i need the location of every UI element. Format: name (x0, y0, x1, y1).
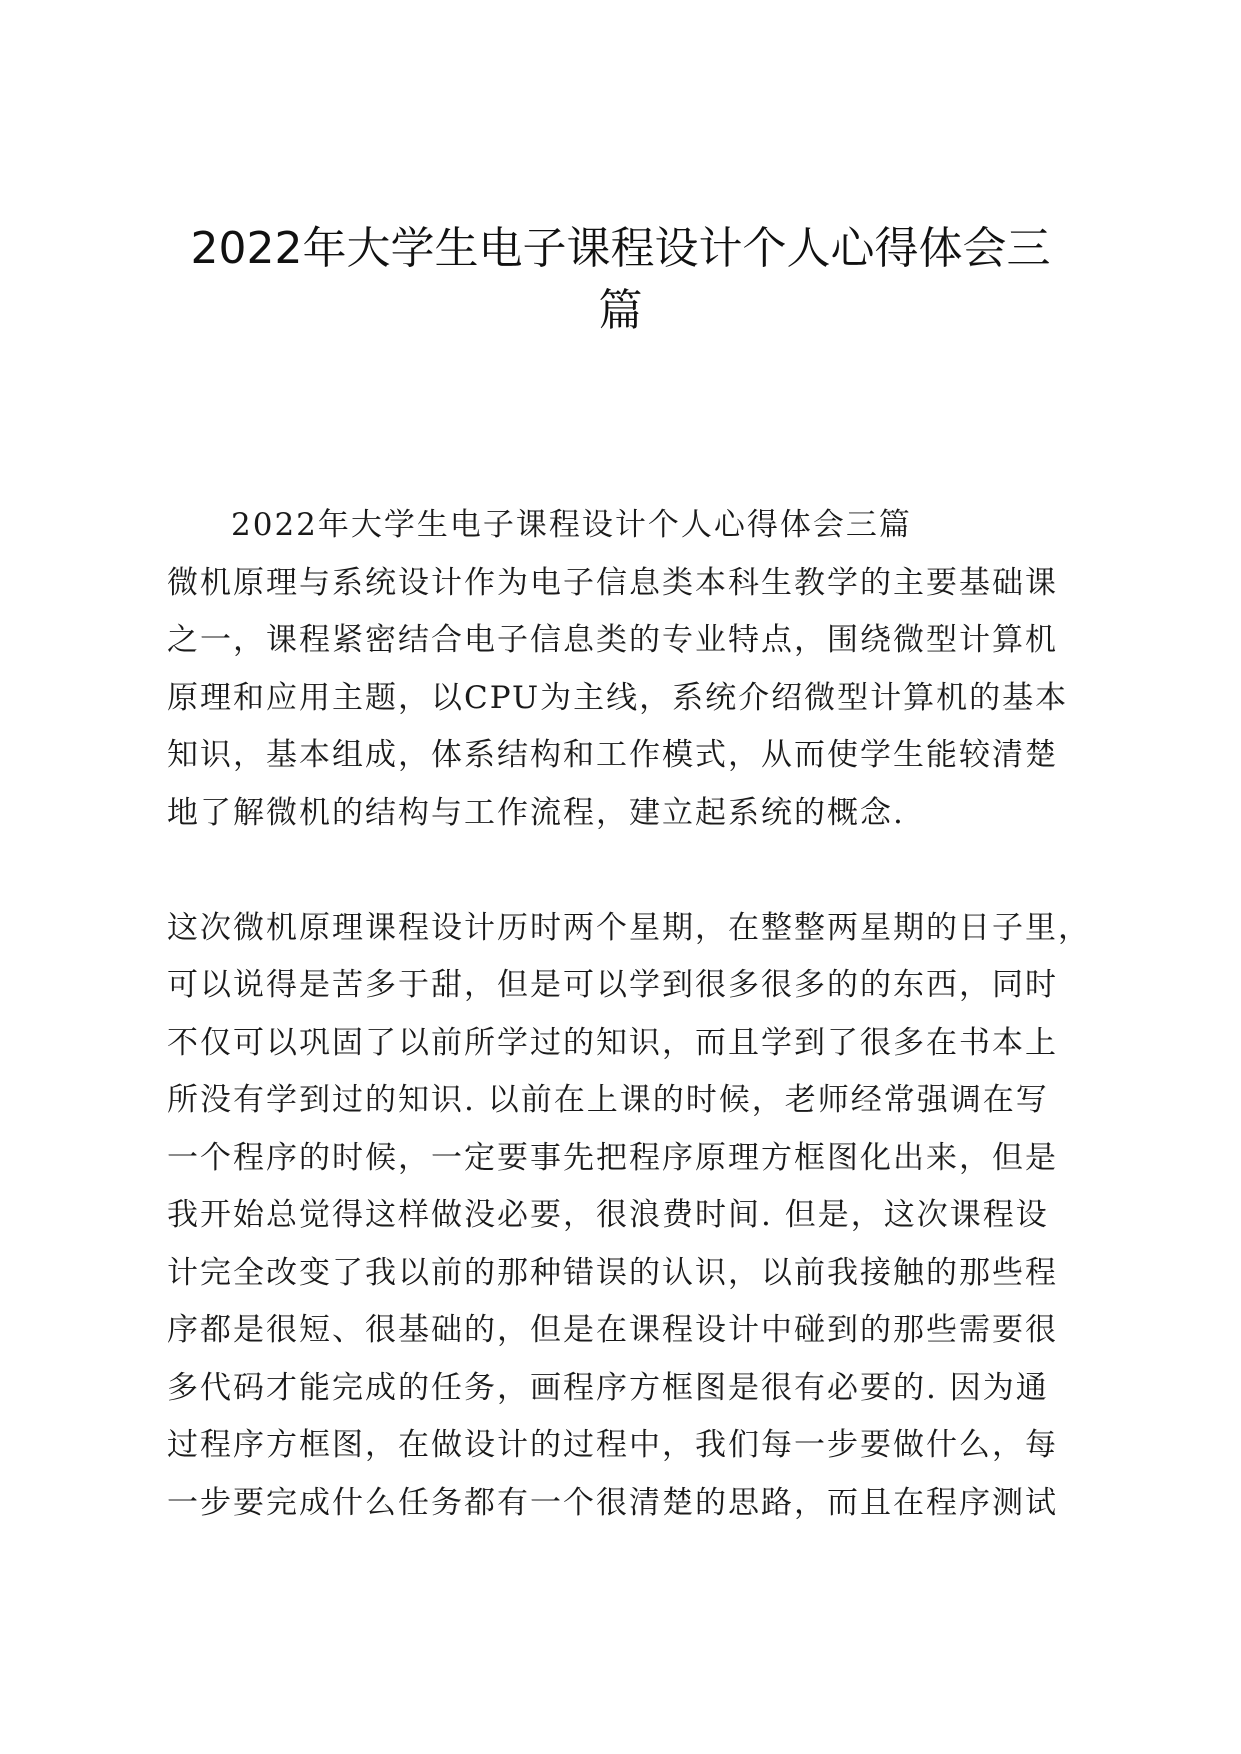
paragraph-line: 地了解微机的结构与工作流程，建立起系统的概念. (167, 794, 905, 831)
paragraph-line: 所没有学到过的知识. 以前在上课的时候，老师经常强调在写 (167, 1082, 1049, 1118)
title-line: 篇 (598, 285, 643, 336)
paragraph-line: 可以说得是苦多于甜，但是可以学到很多很多的的东西，同时 (167, 967, 1058, 1003)
paragraph-line: 知识，基本组成，体系结构和工作模式，从而使学生能较清楚 (167, 737, 1058, 773)
paragraph-line: 计完全改变了我以前的那种错误的认识，以前我接触的那些程 (167, 1254, 1058, 1291)
paragraph-line: 一步要完成什么任务都有一个很清楚的思路，而且在程序测试 (167, 1484, 1058, 1521)
paragraph-line: 一个程序的时候，一定要事先把程序原理方框图化出来，但是 (167, 1139, 1058, 1176)
paragraph-line: 原理和应用主题，以CPU为主线，系统介绍微型计算机的基本 (167, 679, 1069, 716)
paragraph-line: 多代码才能完成的任务，画程序方框图是很有必要的. 因为通 (167, 1369, 1049, 1406)
title-line: 2022年大学生电子课程设计个人心得体会三 (190, 223, 1051, 274)
document-title (150, 218, 1091, 342)
paragraph-line: 序都是很短、很基础的，但是在课程设计中碰到的那些需要很 (167, 1312, 1058, 1348)
paragraph-line: 过程序方框图，在做设计的过程中，我们每一步要做什么，每 (167, 1427, 1058, 1463)
document-body (167, 497, 1091, 1532)
paragraph-line: 这次微机原理课程设计历时两个星期，在整整两星期的日子里， (167, 909, 1091, 946)
paragraph-line: 我开始总觉得这样做没必要，很浪费时间. 但是，这次课程设 (167, 1197, 1049, 1233)
paragraph-line: 之一，课程紧密结合电子信息类的专业特点，围绕微型计算机 (167, 622, 1058, 658)
subtitle-line: 2022年大学生电子课程设计个人心得体会三篇 (231, 507, 912, 543)
paragraph-line: 不仅可以巩固了以前所学过的知识，而且学到了很多在书本上 (167, 1024, 1058, 1061)
paragraph-gap (167, 842, 1075, 900)
paragraph-line: 微机原理与系统设计作为电子信息类本科生教学的主要基础课 (167, 564, 1058, 601)
